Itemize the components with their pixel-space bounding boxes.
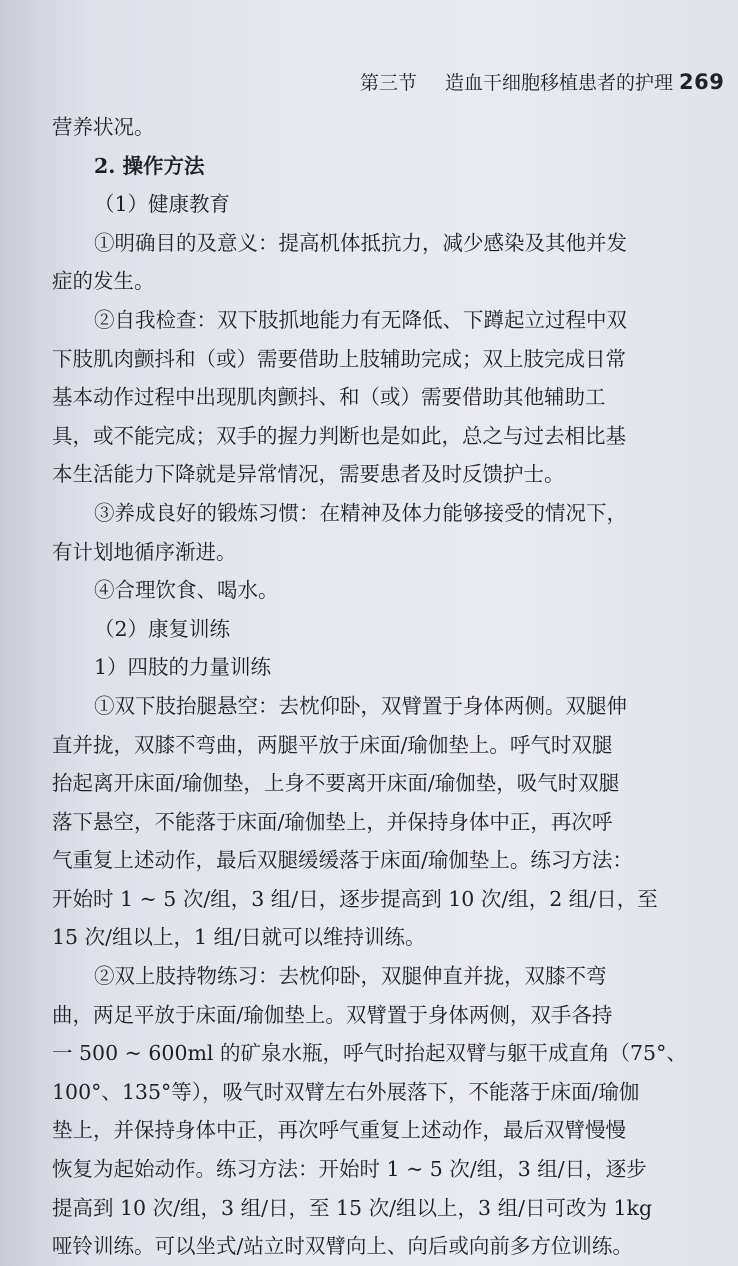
text-line: 一 500 ~ 600ml 的矿泉水瓶，呼气时抬起双臂与躯干成直角（75°、 — [52, 1041, 687, 1066]
body-text — [52, 108, 712, 1266]
text-line: ④合理饮食、喝水。 — [94, 578, 279, 603]
text-line: 本生活能力下降就是异常情况，需要患者及时反馈护士。 — [52, 462, 565, 487]
text-line: 垫上，并保持身体中正，再次呼气重复上述动作，最后双臂慢慢 — [52, 1118, 626, 1143]
heading-operation-method: 2. 操作方法 — [94, 153, 205, 178]
text-line: 具，或不能完成；双手的握力判断也是如此，总之与过去相比基 — [52, 423, 626, 448]
text-line: 哑铃训练。可以坐式/站立时双臂向上、向后或向前多方位训练。 — [52, 1234, 633, 1259]
text-line: 下肢肌肉颤抖和（或）需要借助上肢辅助完成；双上肢完成日常 — [52, 346, 626, 371]
header-section: 第三节 — [360, 72, 418, 94]
text-line: 15 次/组以上，1 组/日就可以维持训练。 — [52, 925, 426, 950]
subheading-health-education: （1）健康教育 — [94, 192, 231, 217]
header-title: 造血干细胞移植患者的护理 — [445, 72, 674, 94]
subheading-limb-strength: 1）四肢的力量训练 — [94, 655, 272, 680]
text-line: 营养状况。 — [52, 115, 155, 139]
text-line: 基本动作过程中出现肌肉颤抖、和（或）需要借助其他辅助工 — [52, 385, 606, 410]
text-line: 100°、135°等），吸气时双臂左右外展落下，不能落于床面/瑜伽 — [52, 1079, 640, 1104]
text-line: ①双下肢抬腿悬空：去枕仰卧，双臂置于身体两侧。双腿伸 — [94, 693, 627, 718]
text-line: 提高到 10 次/组，3 组/日，至 15 次/组以上，3 组/日可改为 1kg — [52, 1195, 653, 1220]
running-header — [360, 64, 725, 100]
text-line: 抬起离开床面/瑜伽垫，上身不要离开床面/瑜伽垫，吸气时双腿 — [52, 771, 620, 796]
text-line: 有计划地循序渐进。 — [52, 539, 237, 564]
text-line: 气重复上述动作，最后双腿缓缓落于床面/瑜伽垫上。练习方法： — [52, 848, 633, 873]
text-line: 落下悬空，不能落于床面/瑜伽垫上，并保持身体中正，再次呼 — [52, 809, 613, 834]
text-line: 开始时 1 ~ 5 次/组，3 组/日，逐步提高到 10 次/组，2 组/日，至 — [52, 886, 658, 911]
text-line: ③养成良好的锻炼习惯：在精神及体力能够接受的情况下， — [94, 500, 627, 525]
text-line: 恢复为起始动作。练习方法：开始时 1 ~ 5 次/组，3 组/日，逐步 — [52, 1157, 647, 1182]
text-line: ②双上肢持物练习：去枕仰卧，双腿伸直并拢，双膝不弯 — [94, 964, 607, 989]
text-line: 直并拢，双膝不弯曲，两腿平放于床面/瑜伽垫上。呼气时双腿 — [52, 732, 613, 757]
text-line: ①明确目的及意义：提高机体抵抗力，减少感染及其他并发 — [94, 230, 627, 255]
text-line: ②自我检查：双下肢抓地能力有无降低、下蹲起立过程中双 — [94, 307, 627, 332]
subheading-rehab-training: （2）康复训练 — [94, 616, 231, 641]
text-line: 曲，两足平放于床面/瑜伽垫上。双臂置于身体两侧，双手各持 — [52, 1002, 613, 1027]
page-number: 269 — [679, 70, 725, 94]
text-line: 症的发生。 — [52, 269, 155, 294]
